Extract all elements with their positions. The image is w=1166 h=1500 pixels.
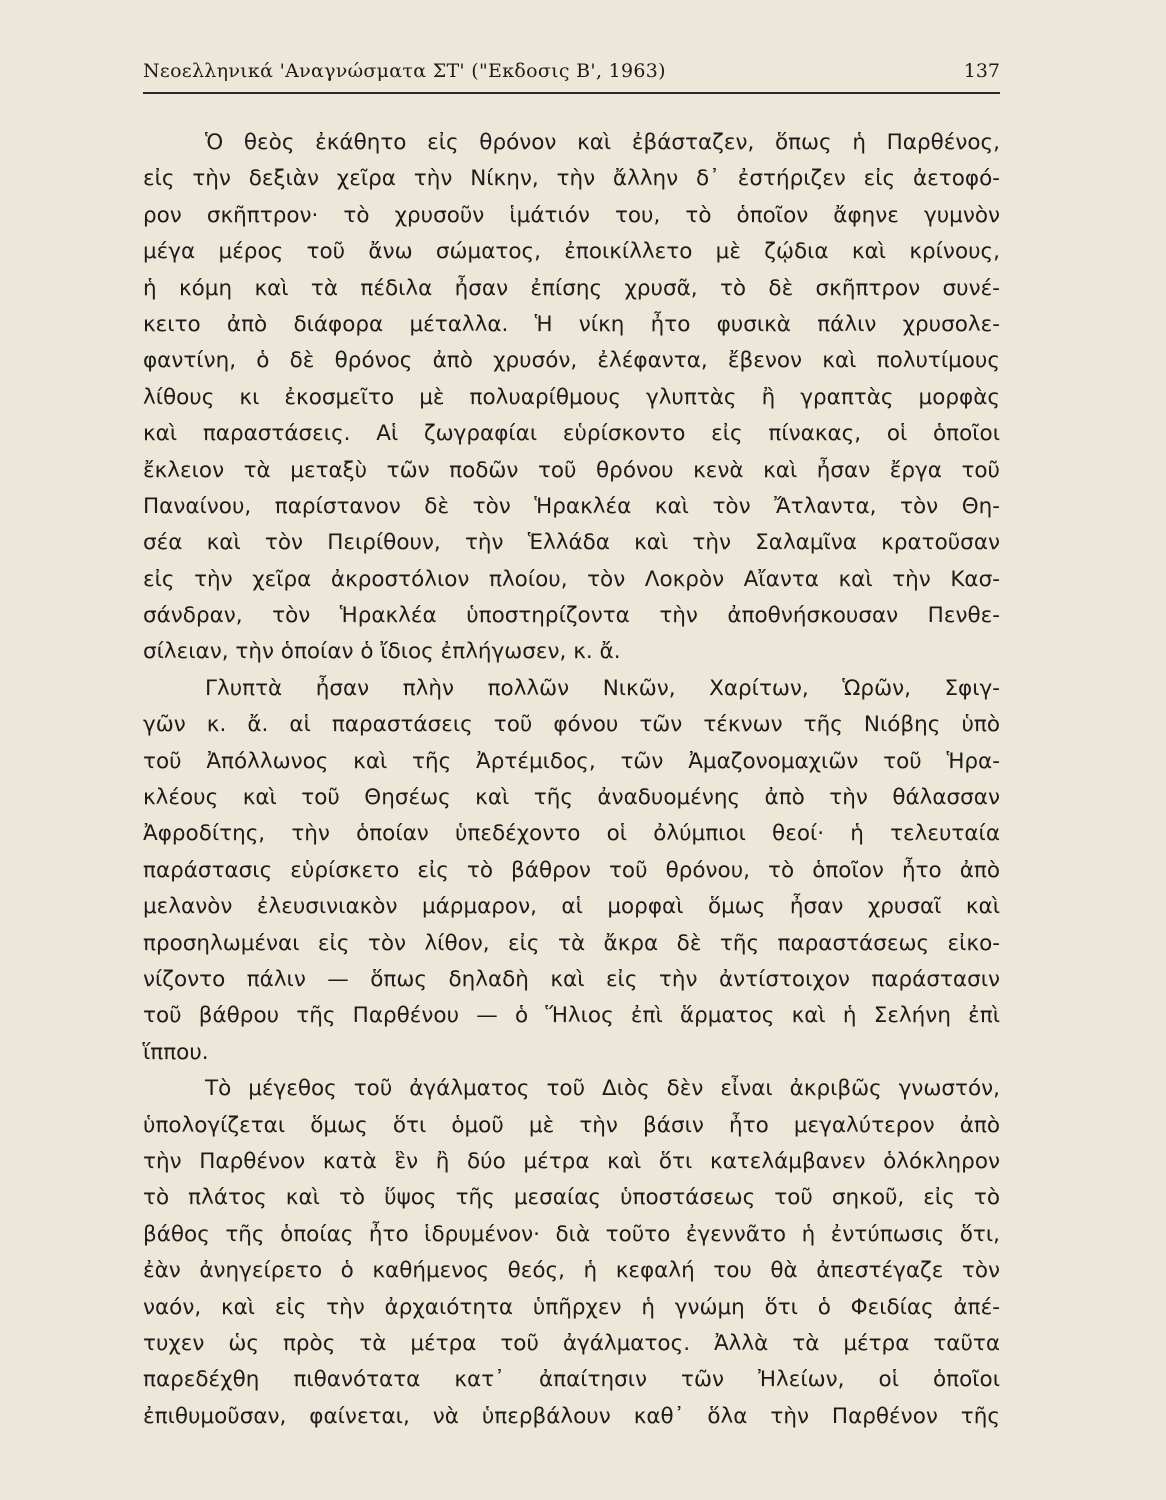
text-line: τὴν Παρθένον κατὰ ἓν ἢ δύο μέτρα καὶ ὅτι κατελάμβανεν ὁλόκληρον	[143, 1148, 1000, 1174]
text-line: φαντίνη, ὁ δὲ θρόνος ἀπὸ χρυσόν, ἐλέφαντα, ἔβενον καὶ πολυτίμους	[143, 348, 1000, 374]
text-line: ναόν, καὶ εἰς τὴν ἀρχαιότητα ὑπῆρχεν ἡ γνώμη ὅτι ὁ Φειδίας ἀπέ-	[143, 1294, 1000, 1320]
text-line: κειτο ἀπὸ διάφορα μέταλλα. Ἡ νίκη ἦτο φυσικὰ πάλιν χρυσολε-	[143, 311, 1000, 337]
text-line: ἡ κόμη καὶ τὰ πέδιλα ἦσαν ἐπίσης χρυσᾶ, τὸ δὲ σκῆπτρον συνέ-	[143, 275, 1000, 301]
text-line: καὶ παραστάσεις. Αἱ ζωγραφίαι εὑρίσκοντο εἰς πίνακας, οἱ ὁποῖοι	[143, 421, 1000, 447]
text-line: ὑπολογίζεται ὅμως ὅτι ὁμοῦ μὲ τὴν βάσιν ἦτο μεγαλύτερον ἀπὸ	[143, 1112, 1000, 1138]
text-line: ἐὰν ἀνηγείρετο ὁ καθήμενος θεός, ἡ κεφαλή του θὰ ἀπεστέγαζε τὸν	[143, 1258, 1000, 1284]
text-line: γῶν κ. ἄ. αἱ παραστάσεις τοῦ φόνου τῶν τέκνων τῆς Νιόβης ὑπὸ	[143, 712, 1000, 738]
text-line: εἰς τὴν δεξιὰν χεῖρα τὴν Νίκην, τὴν ἄλλην δ᾽ ἐστήριζεν εἰς ἀετοφό-	[143, 166, 1000, 192]
text-line: Ἀφροδίτης, τὴν ὁποίαν ὑπεδέχοντο οἱ ὀλύμπιοι θεοί· ἡ τελευταία	[143, 821, 1000, 847]
page-number: 137	[963, 60, 1000, 82]
running-header	[143, 58, 1000, 94]
text-line: μέγα μέρος τοῦ ἄνω σώματος, ἐποικίλλετο μὲ ζῴδια καὶ κρίνους,	[143, 239, 1000, 265]
text-line: ἵππου.	[143, 1039, 209, 1065]
text-line: λίθους κι ἐκοσμεῖτο μὲ πολυαρίθμους γλυπτὰς ἢ γραπτὰς μορφὰς	[143, 384, 1000, 410]
text-line: Παναίνου, παρίστανον δὲ τὸν Ἡρακλέα καὶ τὸν Ἄτλαντα, τὸν Θη-	[143, 493, 1000, 519]
text-line: τυχεν ὡς πρὸς τὰ μέτρα τοῦ ἀγάλματος. Ἀλλὰ τὰ μέτρα ταῦτα	[143, 1330, 1000, 1356]
text-line: ρον σκῆπτρον· τὸ χρυσοῦν ἱμάτιόν του, τὸ ὁποῖον ἄφηνε γυμνὸν	[143, 202, 1000, 228]
text-line: τοῦ βάθρου τῆς Παρθένου — ὁ Ἥλιος ἐπὶ ἅρματος καὶ ἡ Σελήνη ἐπὶ	[143, 1003, 1000, 1029]
text-line: βάθος τῆς ὁποίας ἦτο ἱδρυμένον· διὰ τοῦτο ἐγεννᾶτο ἡ ἐντύπωσις ὅτι,	[143, 1221, 1000, 1247]
book-title: Νεοελληνικά 'Αναγνώσματα ΣΤ' ("Εκδοσις Β', 1963)	[143, 60, 666, 82]
text-line: σάνδραν, τὸν Ἡρακλέα ὑποστηρίζοντα τὴν ἀποθνήσκουσαν Πενθε-	[143, 603, 1000, 629]
text-line: μελανὸν ἐλευσινιακὸν μάρμαρον, αἱ μορφαὶ ὅμως ἦσαν χρυσαῖ καὶ	[143, 894, 1000, 920]
text-line: νίζοντο πάλιν — ὅπως δηλαδὴ καὶ εἰς τὴν ἀντίστοιχον παράστασιν	[143, 966, 1000, 992]
text-line: προσηλωμέναι εἰς τὸν λίθον, εἰς τὰ ἄκρα δὲ τῆς παραστάσεως εἰκο-	[143, 930, 1000, 956]
text-line: σέα καὶ τὸν Πειρίθουν, τὴν Ἑλλάδα καὶ τὴν Σαλαμῖνα κρατοῦσαν	[143, 530, 1000, 556]
text-line: Τὸ μέγεθος τοῦ ἀγάλματος τοῦ Διὸς δὲν εἶναι ἀκριβῶς γνωστόν,	[205, 1076, 1000, 1102]
text-line: παράστασις εὑρίσκετο εἰς τὸ βάθρον τοῦ θρόνου, τὸ ὁποῖον ἦτο ἀπὸ	[143, 857, 1000, 883]
text-line: σίλειαν, τὴν ὁποίαν ὁ ἴδιος ἐπλήγωσεν, κ. ἄ.	[143, 639, 621, 665]
text-line: παρεδέχθη πιθανότατα κατ᾽ ἀπαίτησιν τῶν Ἠλείων, οἱ ὁποῖοι	[143, 1367, 1000, 1393]
text-line: τὸ πλάτος καὶ τὸ ὕψος τῆς μεσαίας ὑποστάσεως τοῦ σηκοῦ, εἰς τὸ	[143, 1185, 1000, 1211]
text-line: εἰς τὴν χεῖρα ἀκροστόλιον πλοίου, τὸν Λοκρὸν Αἴαντα καὶ τὴν Κασ-	[143, 566, 1000, 592]
text-line: τοῦ Ἀπόλλωνος καὶ τῆς Ἀρτέμιδος, τῶν Ἀμαζονομαχιῶν τοῦ Ἡρα-	[143, 748, 1000, 774]
text-line: Γλυπτὰ ἦσαν πλὴν πολλῶν Νικῶν, Χαρίτων, Ὡρῶν, Σφιγ-	[205, 675, 1000, 701]
text-line: Ὁ θεὸς ἐκάθητο εἰς θρόνον καὶ ἐβάσταζεν, ὅπως ἡ Παρθένος,	[205, 130, 1000, 155]
body-text	[143, 125, 1000, 1435]
text-line: ἔκλειον τὰ μεταξὺ τῶν ποδῶν τοῦ θρόνου κενὰ καὶ ἦσαν ἔργα τοῦ	[143, 457, 1000, 483]
text-line: ἐπιθυμοῦσαν, φαίνεται, νὰ ὑπερβάλουν καθ᾽ ὅλα τὴν Παρθένον τῆς	[143, 1403, 1000, 1429]
text-line: κλέους καὶ τοῦ Θησέως καὶ τῆς ἀναδυομένης ἀπὸ τὴν θάλασσαν	[143, 785, 1000, 811]
